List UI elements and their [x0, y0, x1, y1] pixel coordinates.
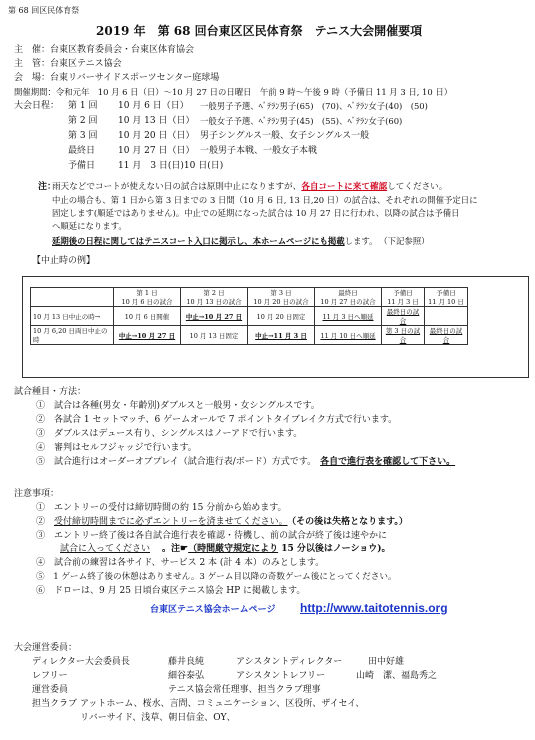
note-item [36, 530, 387, 542]
schedule-events: 一般女子予選、ﾍﾞﾃﾗﾝ男子(45) (55)、ﾍﾞﾃﾗﾝ女子(60) [200, 116, 403, 126]
header-line: 10 月 13 日の試合 [186, 298, 242, 306]
table-cell [181, 288, 248, 307]
notes-title: 注意事項： [14, 489, 60, 499]
note-line: 固定します(順延ではありません)。中止での延期になった試合は 10 月 27 日に行われ、以降の試合は予備日 [52, 208, 460, 218]
note-text: ドローは、9 月 25 日頃台東区テニス協会 HP に掲載します。 [54, 586, 306, 596]
rule-text: 試合進行はオーダーオブプレイ（試合進行表/ボード）方式です。 [54, 457, 317, 467]
note-item-cont [60, 543, 391, 555]
header-line: 第 1 日 [136, 289, 158, 297]
rule-number: ② [36, 415, 46, 425]
committee-name: アットホーム、桜水、言問、コミュニケーション、区役所、ザイセイ、 [80, 699, 365, 709]
header-line: 10 月 20 日の試合 [253, 298, 309, 306]
schedule-label: 大会日程： [14, 101, 60, 111]
schedule-day: 最終日 [68, 146, 96, 156]
note-text: 受付締切時間までに必ずエントリーを済ませてください。 [54, 517, 288, 527]
rule-emphasis: 各自で進行表を確認して下さい。 [320, 457, 456, 467]
note-emphasis: 15 分以後はノーショウ)。 [278, 544, 391, 554]
info-label: 開催期間： [14, 87, 56, 97]
header-line: 最終日 [338, 289, 358, 297]
rule-item [36, 428, 302, 440]
rule-item [36, 456, 455, 468]
note-text: 試合前の練習は各サイド、サービス 2 本 (計 4 本）のみとします。 [54, 558, 325, 568]
table-cell [425, 307, 468, 326]
header-small: 第 68 回区民体育祭 [8, 6, 80, 15]
committee-role: ディレクター大会委員長 [32, 657, 130, 667]
note-item [36, 585, 305, 597]
note-item [36, 516, 408, 528]
committee-name: テニス協会常任理事、担当クラブ理事 [168, 685, 321, 695]
table-cell [382, 288, 425, 307]
header-line: 11 月 10 日 [428, 298, 464, 306]
note-emphasis: （その後は失格となります。） [291, 517, 408, 527]
rule-text: 各試合 1 セットマッチ、6 ゲームオールで 7 ポイントタイブレイク方式で行います。 [54, 415, 398, 425]
schedule-date: 10 月 27 日（日） [118, 146, 195, 156]
info-row [14, 44, 194, 56]
note-text: 1 ゲーム終了後の休憩はありません。3 ゲーム目以降の奇数ゲーム後にとってください。 [53, 572, 397, 582]
committee-name: 山崎 潔、福島秀之 [356, 671, 438, 681]
page-title: 2019 年 第 68 回台東区区民体育祭 テニス大会開催要項 [96, 24, 423, 38]
rule-item [36, 442, 197, 454]
info-row [14, 72, 219, 84]
rule-text: 試合は各種(男女・年齢別)ダブルスと一般男・女シングルスです。 [54, 401, 320, 411]
rule-text: ダブルスはデュース有り、シングルスはノーアドで行います。 [54, 429, 303, 439]
committee-title: 大会運営委員： [14, 643, 78, 653]
example-table [30, 287, 468, 345]
committee-name: リバーサイド、浅草、朝日信金、OY、 [80, 713, 236, 723]
table-cell: 11 月 3 日へ順延 [315, 307, 382, 326]
table-cell [114, 288, 181, 307]
schedule-day: 第 1 回 [68, 101, 98, 111]
committee-role: レフリー [32, 671, 68, 681]
table-cell: 10 月 13 日固定 [181, 326, 248, 345]
table-cell [248, 288, 315, 307]
table-row [31, 326, 468, 345]
note-text: 雨天などでコートが使えない日の試合は原則中止になりますが、 [52, 182, 302, 192]
schedule-day: 予備日 [68, 161, 96, 171]
note-text: 試合に入ってください [60, 544, 151, 554]
note-number: ① [36, 503, 46, 513]
header-line: 第 3 日 [270, 289, 292, 297]
schedule-events: 一般男子本戦、一般女子本戦 [200, 146, 318, 156]
info-label: 会 場： [14, 73, 51, 83]
note-text: エントリーの受付は締切時間の約 15 分前から始めます。 [54, 503, 287, 513]
note-line: 中止の場合も、第 1 日から第 3 日までの 3 日間（10 月 6 日, 13 日,20 日）の試合は、それぞれの開催予定日に [52, 195, 478, 205]
rule-number: ③ [36, 429, 46, 439]
table-cell: 第 3 日の試合 [382, 326, 425, 345]
committee-role: アシスタントディレクター [236, 657, 343, 667]
header-line: 11 月 3 日 [387, 298, 419, 306]
note-number: ⑥ [36, 586, 46, 596]
note-emphasis: （時間厳守規定により [188, 544, 279, 554]
info-row [14, 86, 452, 98]
table-cell: 10 月 6 日開催 [114, 307, 181, 326]
schedule-row [68, 100, 97, 112]
committee-role: 運営委員 [32, 685, 69, 695]
table-cell: 10 月 20 日固定 [248, 307, 315, 326]
note-emphasis: 各自コートに来て確認 [301, 182, 388, 192]
info-value: 令和元年 10 月 6 日（日）〜10 月 27 日の日曜日 午前 9 時〜午後 9 時（予備日 11 月 3 日, 10 日） [55, 87, 453, 97]
committee-name: 細谷泰弘 [168, 671, 205, 681]
info-value: 台東区教育委員会・台東区体育協会 [50, 45, 195, 55]
note-number: ③ [36, 531, 46, 541]
info-label: 主 管： [14, 59, 51, 69]
rule-number: ④ [36, 443, 46, 453]
note-text: エントリー終了後は各自試合進行表を確認・待機し、前の試合が終了後は速やかに [54, 531, 388, 541]
note-text: （下記参照） [383, 236, 430, 246]
table-cell: 最終日の試合 [382, 307, 425, 326]
table-cell: 中止→10 月 27 日 [114, 326, 181, 345]
note-line: へ順延になります。 [52, 221, 127, 231]
rule-number: ① [36, 401, 46, 411]
note-line [52, 181, 447, 193]
schedule-date: 10 月 20 日（日） [118, 131, 195, 141]
table-row [31, 288, 468, 307]
schedule-date: 11 月 3 日(日)10 日(日) [118, 161, 224, 171]
note-number: ④ [36, 558, 46, 568]
homepage-link[interactable]: http://www.taitotennis.org [300, 601, 448, 615]
committee-role: 担当クラブ [32, 699, 78, 709]
header-line: 10 月 27 日の試合 [320, 298, 376, 306]
note-text: します。 [344, 236, 378, 246]
note-item [36, 557, 324, 569]
header-line: 10 月 6 日の試合 [121, 298, 173, 306]
example-title: 【中止時の例】 [32, 256, 96, 266]
note-label: 注： [38, 182, 57, 192]
schedule-date: 10 月 6 日（日） [118, 101, 189, 111]
header-line: 第 2 日 [203, 289, 225, 297]
header-line: 予備日 [436, 289, 456, 297]
info-value: 台東リバーサイドスポーツセンター庭球場 [50, 73, 220, 83]
note-item [36, 571, 397, 583]
schedule-day: 第 3 回 [68, 131, 98, 141]
rules-title: 試合種目・方法： [14, 387, 87, 397]
schedule-events: 一般男子予選、ﾍﾞﾃﾗﾝ男子(65) (70)、ﾍﾞﾃﾗﾝ女子(40) (50) [200, 101, 428, 111]
rule-text: 審判はセルフジャッジで行います。 [54, 443, 197, 453]
note-text: してください。 [387, 182, 448, 192]
note-emphasis: 。注☛ [162, 544, 189, 554]
note-number: ② [36, 517, 46, 527]
table-cell: 最終日の試合 [425, 326, 468, 345]
note-emphasis: 延期後の日程に関してはテニスコート入口に掲示し、本ホームページにも掲載 [52, 236, 345, 246]
note-number: ⑤ [36, 572, 45, 582]
table-cell: 10 月 6,20 日両日中止の時 [31, 326, 114, 345]
info-value: 台東区テニス協会 [50, 59, 122, 69]
homepage-label: 台東区テニス協会ホームページ [150, 605, 276, 615]
table-cell: 11 月 10 日へ順延 [315, 326, 382, 345]
committee-role: アシスタントレフリー [236, 671, 326, 681]
schedule-events: 男子シングルス一般、女子シングルス一般 [200, 131, 370, 141]
note-line [52, 235, 430, 247]
info-label: 主 催： [14, 45, 51, 55]
table-cell: 中止→10 月 27 日 [181, 307, 248, 326]
info-row [14, 58, 122, 70]
schedule-date: 10 月 13 日（日） [118, 116, 195, 126]
rule-item [36, 400, 320, 412]
table-cell [315, 288, 382, 307]
table-cell: 中止→11 月 3 日 [248, 326, 315, 345]
rule-item [36, 414, 397, 426]
committee-name: 田中好雄 [368, 657, 405, 667]
schedule-day: 第 2 回 [68, 116, 98, 126]
table-cell [425, 288, 468, 307]
note-item [36, 502, 287, 514]
rule-number: ⑤ [36, 457, 46, 467]
committee-name: 藤井良純 [168, 657, 205, 667]
table-cell [31, 288, 114, 307]
header-line: 予備日 [393, 289, 413, 297]
table-row [31, 307, 468, 326]
table-cell: 10 月 13 日中止の時→ [31, 307, 114, 326]
